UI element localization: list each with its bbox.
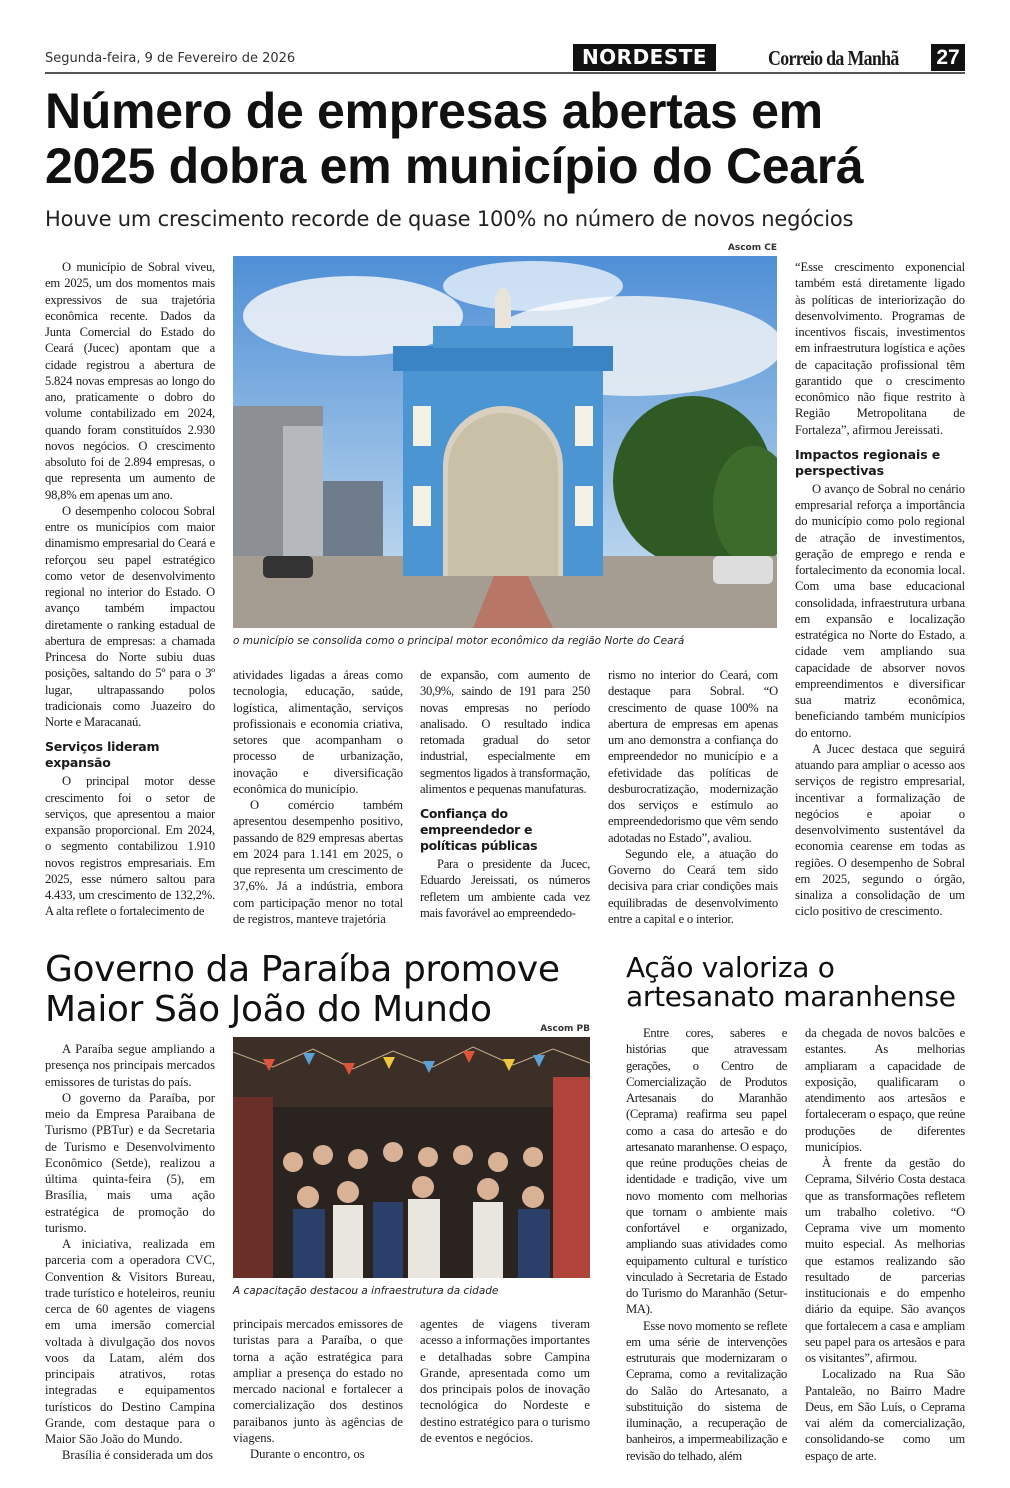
article1-column-1 <box>45 259 215 920</box>
paragraph: A iniciativa, realizada em parceria com a operadora CVC, Convention & Visitors Bureau, trade turístico e hoteleiros, reuniu cerca de 60 agentes de viagens em uma imersão comercial voltada à divulgação dos novos voos da Latam, além dos principais atrativos, rotas integradas e equipamentos turísticos do Destino Campina Grande, com destaque para o Maior São João do Mundo. <box>45 1237 215 1446</box>
page-number: 27 <box>931 44 965 71</box>
paragraph: atividades ligadas a áreas como tecnologia, educação, saúde, logística, alimentação, serviços profissionais e economia criativa, setores que acompanham o processo de urbanização, inovação e diversificação econômica do município. <box>233 668 403 796</box>
photo-credit: Ascom CE <box>727 243 777 253</box>
article1-headline <box>45 84 965 194</box>
paragraph: O comércio também apresentou desempenho positivo, passando de 829 empresas abertas em 2024 para 1.141 em 2025, o que representa um crescimento de 37,6%. Já a indústria, embora com participação menor no total de registros, manteve trajetória <box>233 798 403 926</box>
paragraph: A Paraíba segue ampliando a presença nos principais mercados emissores de turistas do país. <box>45 1042 215 1089</box>
paragraph: Para o presidente da Jucec, Eduardo Jereissati, os números refletem um ambiente cada vez mais favorável ao empreendedo- <box>420 857 590 920</box>
article1-column-5 <box>795 259 965 920</box>
headline-line: Governo da Paraíba promove <box>45 949 560 990</box>
article3-column-2 <box>805 1025 965 1464</box>
article2-column-3 <box>420 1316 590 1446</box>
edition-date: Segunda-feira, 9 de Fevereiro de 2026 <box>45 51 296 66</box>
paragraph: O município de Sobral viveu, em 2025, um dos momentos mais expressivos de sua trajetória econômica recente. Dados da Junta Comercial do Estado do Ceará (Jucec) apontam que a cidade registrou a abertura de 5.824 novas empresas ao longo do ano, praticamente o dobro do volume contabilizado em 2024, quando foram constituídos 2.930 novos negócios. O crescimento absoluto foi de 2.894 empresas, o que representa um aumento de 98,8% em apenas um ano. <box>45 260 215 502</box>
headline-line: artesanato maranhense <box>626 980 956 1013</box>
headline-line: Número de empresas abertas em <box>45 83 823 139</box>
paragraph: Esse novo momento se reflete em uma série de intervenções estruturais que modernizaram o Ceprama, como a revitalização do Salão do Artesanato, a substituição do sistema de iluminação, a recuperação de banheiros, a impermeabilização e revisão do telhado, além <box>626 1318 787 1463</box>
headline-line: Maior São João do Mundo <box>45 989 492 1030</box>
article2-headline <box>45 950 605 1030</box>
paragraph: Localizado na Rua São Pantaleão, no Bairro Madre Deus, em São Luís, o Ceprama vai além da comercialização, consolidando-se como um espaço de arte. <box>805 1367 965 1463</box>
paragraph: O principal motor desse crescimento foi o setor de serviços, que apresentou a maior expansão proporcional. Em 2024, o segmento contabilizou 1.910 novos registros empresariais. Em 2025, esse número saltou para 4.433, um crescimento de 132,2%. A alta reflete o fortalecimento de <box>45 774 215 919</box>
paragraph: A Jucec destaca que seguirá atuando para ampliar o acesso aos serviços de registro empresarial, incentivar a formalização de negócios e apoiar o desenvolvimento sustentável da economia cearense em todas as regiões. O desempenho de Sobral em 2025, segundo o órgão, sinaliza a consolidação de um ciclo positivo de crescimento. <box>795 741 965 919</box>
photo-credit: Ascom PB <box>540 1024 590 1034</box>
subtitle-text: Houve um crescimento recorde de quase 100% no número de novos negócios <box>45 207 854 231</box>
paragraph: Segundo ele, a atuação do Governo do Ceará tem sido decisiva para criar condições mais equilibradas de desenvolvimento entre a capital e o interior. <box>608 846 778 926</box>
photo-caption <box>233 1285 590 1297</box>
group-photo <box>233 1037 590 1278</box>
article1-subtitle <box>45 207 965 231</box>
subheading: Serviços lideram expansão <box>45 739 160 771</box>
subheading: Impactos regionais e perspectivas <box>795 446 941 478</box>
article3-column-1 <box>626 1025 787 1464</box>
subheading: Confiança do empreendedor e políticas públicas <box>420 806 538 853</box>
paragraph: O governo da Paraíba, por meio da Empresa Paraibana de Turismo (PBTur) e da Secretaria de Turismo e Desenvolvimento Econômico (Setde), realizou a última quinta-feira (5), em Brasília, mais uma ação estratégica de promoção do turismo. <box>45 1090 215 1235</box>
newspaper-logo: Correio da Manhã <box>768 46 899 70</box>
article1-column-3 <box>420 667 590 921</box>
paragraph: principais mercados emissores de turistas para a Paraíba, o que torna a ação estratégica para ampliar a presença do estado no mercado nacional e fortalecer a comercialização dos destinos paraibanos junto às agências de viagens. <box>233 1317 403 1445</box>
caption-text: o município se consolida como o principal motor econômico da região Norte do Ceará <box>233 635 685 647</box>
paragraph: de expansão, com aumento de 30,9%, saindo de 191 para 250 novas empresas no período analisado. O resultado indica retomada gradual do setor industrial, especialmente em segmentos ligados à transformação, alimentos e pequenas manufaturas. <box>420 668 590 796</box>
article3-headline <box>626 953 966 1011</box>
paragraph: O desempenho colocou Sobral entre os municípios com maior dinamismo empresarial do Ceará e reforçou seu papel estratégico como vetor de desenvolvimento regional no interior do Estado. O avanço também impactou diretamente o ranking estadual de abertura de empresas: a chamada Princesa do Norte subiu duas posições, saltando do 5º para o 3º lugar, ultrapassando polos tradicionais como Juazeiro do Norte e Maracanaú. <box>45 503 215 729</box>
article1-column-4 <box>608 667 778 927</box>
article2-column-2 <box>233 1316 403 1462</box>
caption-text: A capacitação destacou a infraestrutura da cidade <box>233 1285 499 1297</box>
arch-photo <box>233 256 777 628</box>
article2-column-1 <box>45 1041 215 1464</box>
paragraph: Entre cores, saberes e histórias que atravessam gerações, o Centro de Comercialização de Produtos Artesanais do Maranhão (Ceprama) reafirma seu papel como a casa do artesão e do artesanato maranhense. O espaço, que reúne produções cheias de identidade e tradição, vive um novo momento com melhorias que tornam o ambiente mais confortável e organizado, ampliando suas atividades como equipamento cultural e turístico vinculado à Secretaria de Estado do Turismo do Maranhão (Setur-MA). <box>626 1026 787 1317</box>
paragraph: À frente da gestão do Ceprama, Silvério Costa destaca que as transformações refletem um trabalho coletivo. “O Ceprama vive um momento muito especial. As melhorias que estamos realizando são resultado de parcerias institucionais e do empenho diário da equipe. São avanços que fortalecem a casa e ampliam seu papel para os artesãos e para os visitantes”, afirmou. <box>805 1156 965 1365</box>
headline-line: 2025 dobra em município do Ceará <box>45 138 864 194</box>
paragraph: O avanço de Sobral no cenário empresarial reforça a importância do município como polo regional de atração de investimentos, geração de emprego e renda e fortalecimento da economia local. Com uma base educacional consolidada, infraestrutura urbana em expansão e localização estratégica no Norte do Estado, a cidade vem ampliando sua capacidade de absorver novos empreendimentos e diversificar sua matriz econômica, beneficiando também municípios do entorno. <box>795 481 965 740</box>
paragraph: “Esse crescimento exponencial também está diretamente ligado às políticas de interiorização do desenvolvimento. Programas de incentivos fiscais, investimentos em infraestrutura logística e ações de capacitação profissional têm garantido que o crescimento econômico não fique restrito à Região Metropolitana de Fortaleza”, afirmou Jereissati. <box>795 260 965 437</box>
headline-line: Ação valoriza o <box>626 951 835 984</box>
header-divider <box>45 72 965 74</box>
section-label: NORDESTE <box>573 44 716 71</box>
paragraph: agentes de viagens tiveram acesso a informações importantes e detalhadas sobre Campina Grande, apresentada como um dos principais polos de inovação tecnológica do Nordeste e destino estratégico para o turismo de eventos e negócios. <box>420 1317 590 1445</box>
paragraph: Durante o encontro, os <box>250 1447 365 1461</box>
paragraph: Brasília é considerada um dos <box>62 1448 214 1463</box>
photo-caption <box>233 635 778 647</box>
paragraph: da chegada de novos balcões e estantes. As melhorias ampliaram a capacidade de exposição, qualificaram o atendimento aos artesãos e fortaleceram o espaço, que reúne produções de diferentes municípios. <box>805 1026 965 1154</box>
paragraph: rismo no interior do Ceará, com destaque para Sobral. “O crescimento de quase 100% na abertura de empresas em apenas um ano demonstra a confiança do empreendedor no município e a efetividade das políticas de desburocratização, modernização dos serviços e estímulo ao empreendedorismo que vêm sendo adotadas no Estado”, avaliou. <box>608 668 778 845</box>
article1-column-2 <box>233 667 403 927</box>
